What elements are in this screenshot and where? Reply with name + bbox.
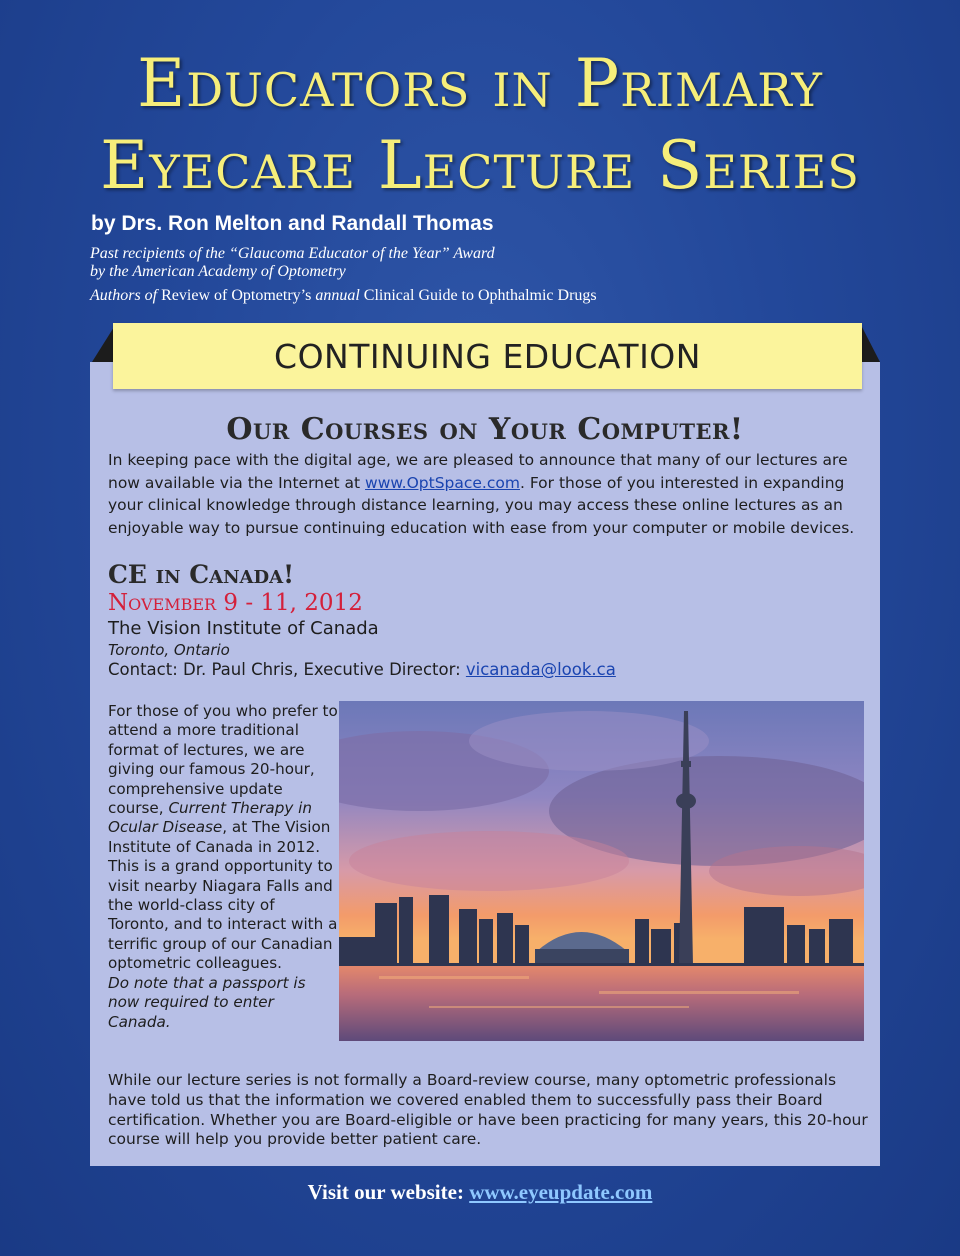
- courses-paragraph: [108, 449, 872, 539]
- website-link[interactable]: www.eyeupdate.com: [469, 1180, 653, 1204]
- toronto-skyline-photo: [339, 701, 864, 1041]
- canada-body-2: , at The Vision Institute of Canada in 2012. This is a grand opportunity to visit nearby Niagara Falls and the world-class city of Toronto, and to interact with a terrific group of our Canadian optometric colleagues.: [108, 818, 338, 973]
- continuing-education-banner: [113, 323, 862, 389]
- closing-paragraph: While our lecture series is not formally a Board-review course, many optometric professionals have told us that the information we covered enabled them to successfully pass their Board certification. Whether you are Board-eligible or have been practicing for many years, this 20-hour course will help you provide better patient care.: [108, 1071, 868, 1149]
- authors-line: [90, 287, 850, 305]
- event-venue: The Vision Institute of Canada: [108, 618, 379, 639]
- courses-text-2: . For those of you interested in expanding your clinical knowledge through distance learning, you may access these online lectures as an enjoyable way to pursue continuing education with ease from your computer or mobile devices.: [108, 473, 855, 537]
- footer: [0, 1180, 960, 1205]
- canada-body-1: For those of you who prefer to attend a more traditional format of lectures, we are giving our famous 20-hour, comprehensive update course,: [108, 702, 338, 818]
- contact-email-link[interactable]: vicanada@look.ca: [465, 660, 616, 679]
- event-date: November 9 - 11, 2012: [108, 590, 363, 616]
- course-name: Current Therapy in Ocular Disease: [108, 799, 313, 837]
- banner-fold-right: [862, 327, 880, 362]
- footer-label: Visit our website:: [307, 1180, 464, 1204]
- event-contact: [108, 660, 616, 679]
- toronto-skyline-image: [339, 701, 864, 1041]
- courses-text-1: In keeping pace with the digital age, we are pleased to announce that many of our lectures are now available via the Internet at: [108, 451, 848, 492]
- canada-heading: CE in Canada!: [108, 560, 295, 589]
- title-line-1: Educators in Primary: [137, 45, 823, 122]
- authors-publication: Review of Optometry’s: [161, 287, 312, 304]
- authors-prefix: Authors of: [90, 287, 158, 304]
- title-line-2: Eyecare Lecture Series: [100, 127, 860, 204]
- byline: by Drs. Ron Melton and Randall Thomas: [91, 212, 494, 235]
- award-recipients: [90, 245, 790, 281]
- contact-label: Contact: Dr. Paul Chris, Executive Director:: [108, 660, 466, 679]
- courses-heading: Our Courses on Your Computer!: [226, 412, 744, 447]
- authors-guide: Clinical Guide to Ophthalmic Drugs: [363, 287, 597, 304]
- canada-body: [108, 702, 338, 1032]
- optspace-link[interactable]: www.OptSpace.com: [365, 473, 520, 492]
- banner-fold-left: [92, 327, 114, 362]
- award-recipients-line2: by the American Academy of Optometry: [90, 263, 346, 280]
- award-recipients-line1: Past recipients of the “Glaucoma Educator of the Year” Award: [90, 245, 495, 262]
- passport-note: Do note that a passport is now required to enter Canada.: [108, 973, 306, 1031]
- banner-label: CONTINUING EDUCATION: [274, 336, 701, 376]
- event-city: Toronto, Ontario: [108, 641, 230, 659]
- authors-annual: annual: [315, 287, 360, 304]
